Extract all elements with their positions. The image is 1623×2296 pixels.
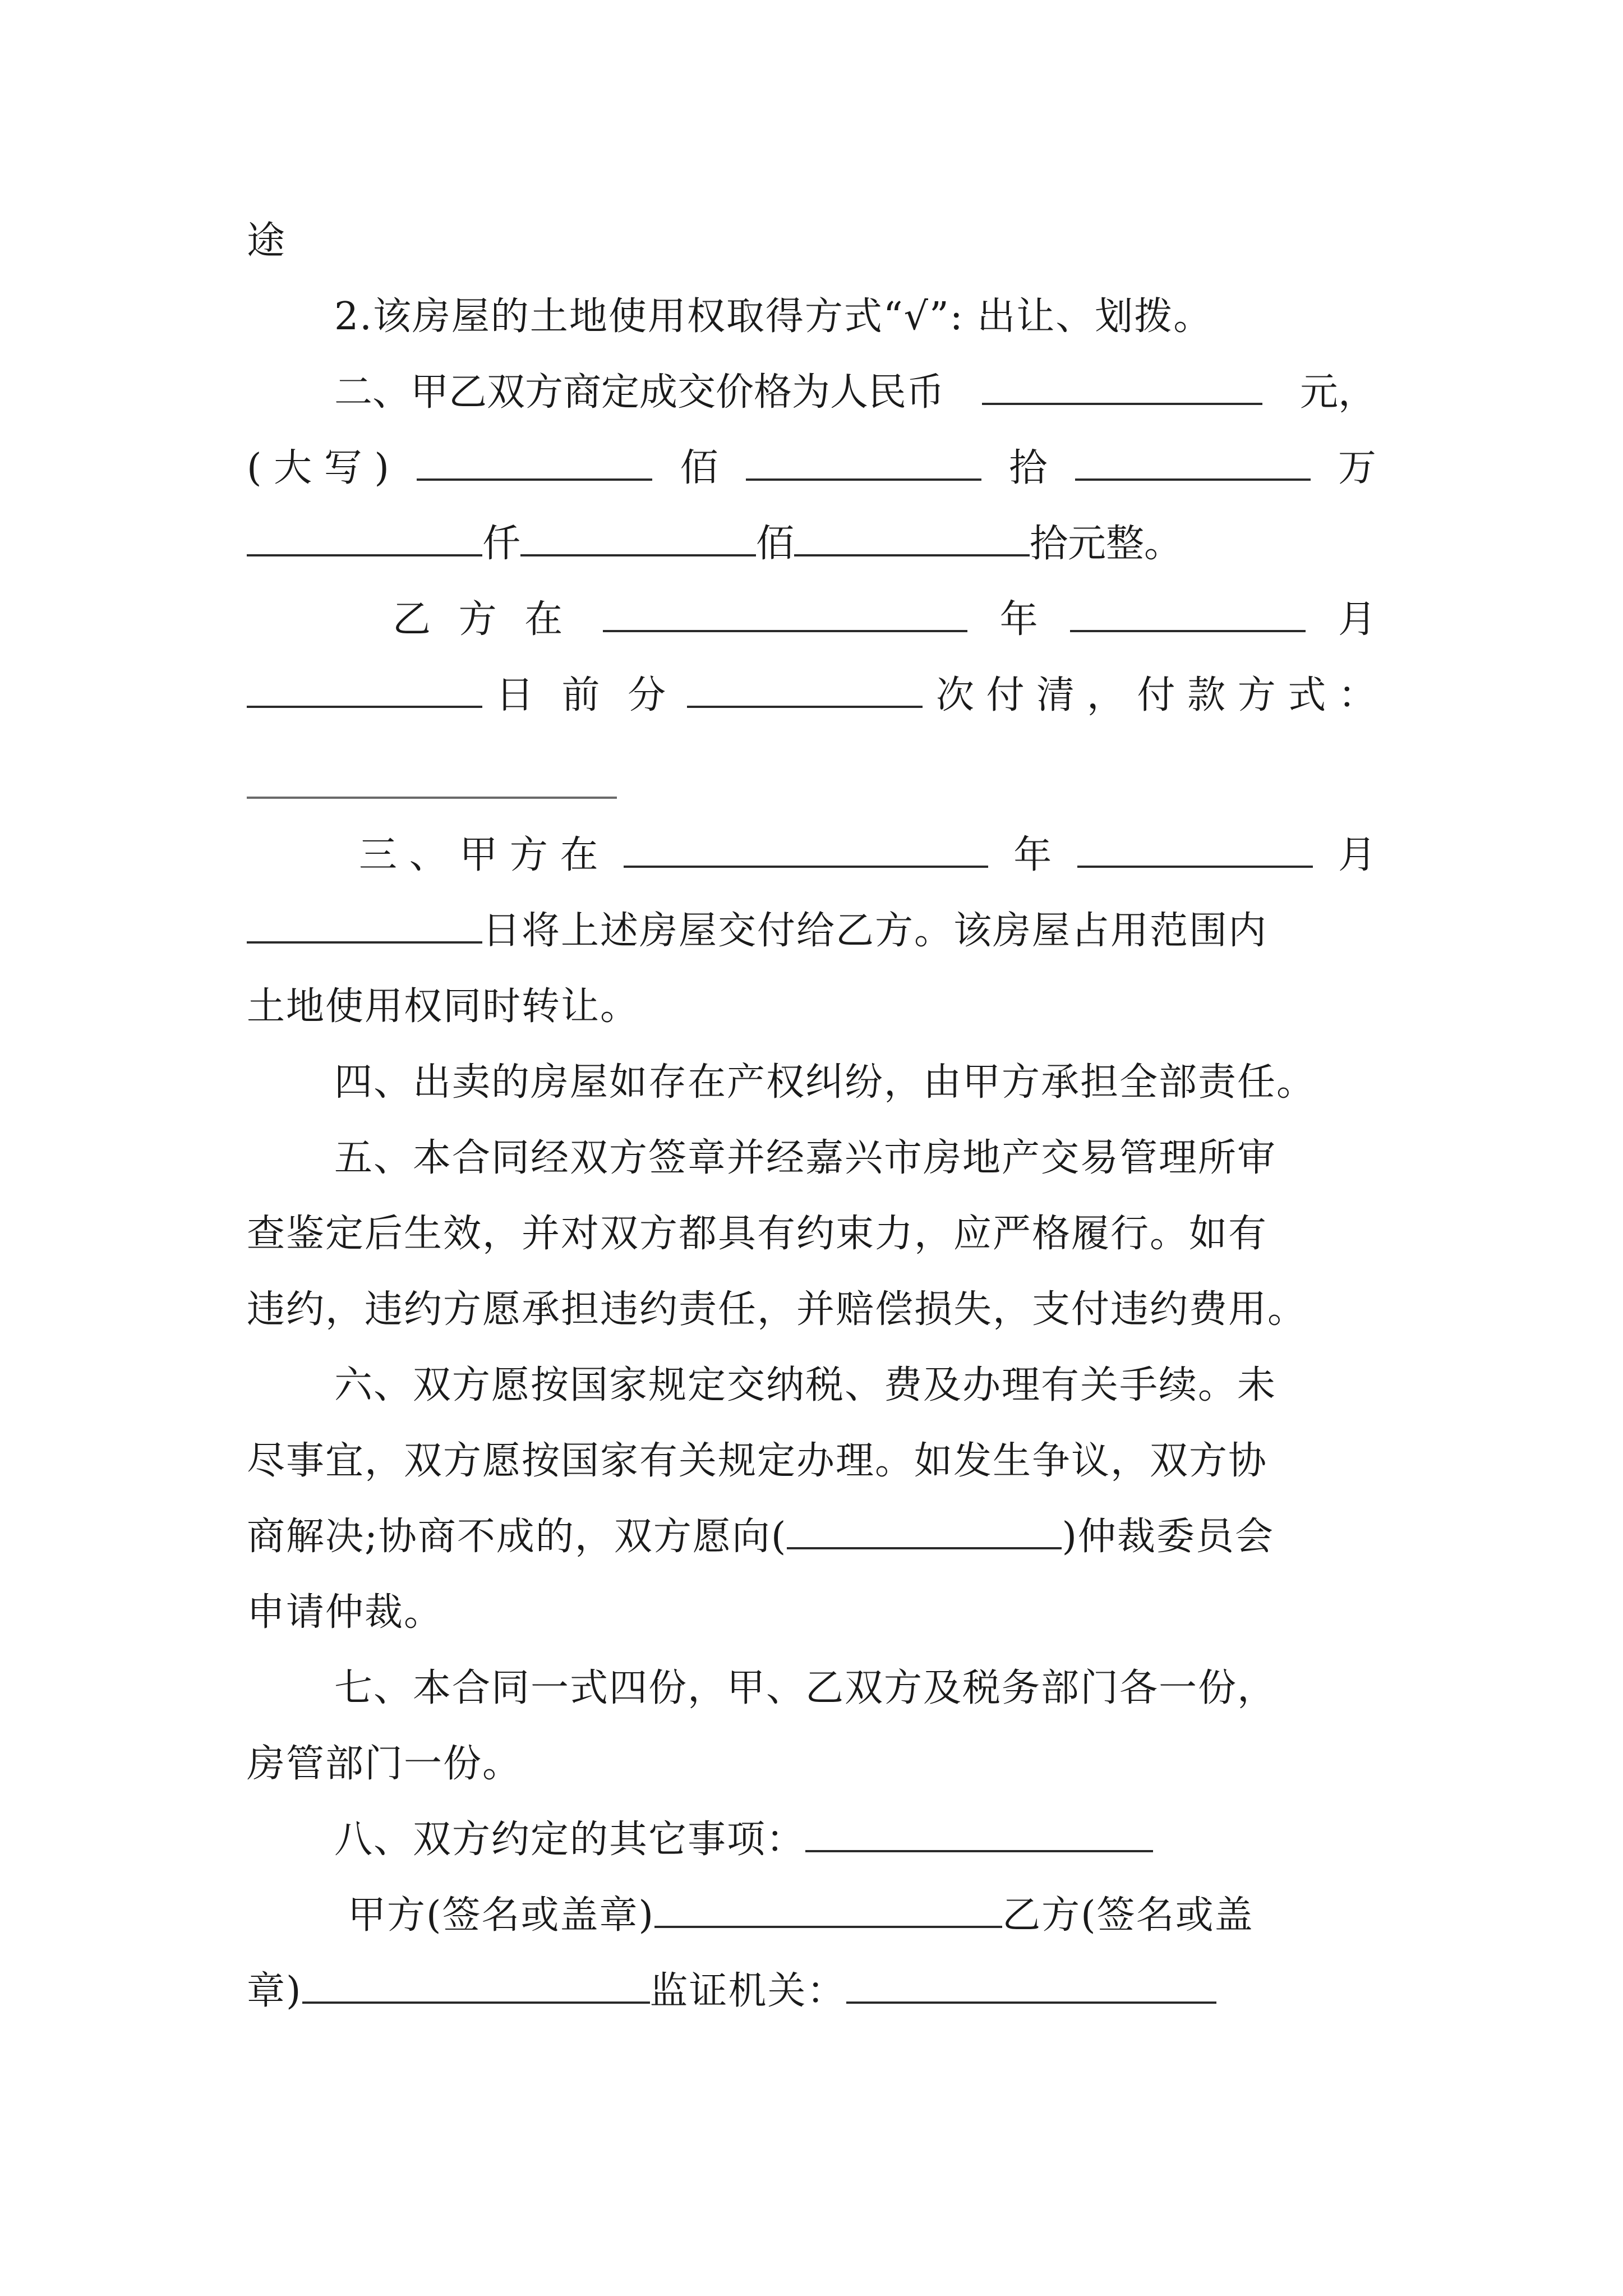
arbitration-line — [247, 1512, 1376, 1562]
payment-date-line — [393, 595, 1376, 645]
payment-month-blank[interactable] — [1070, 595, 1306, 632]
unit-year: 年 — [999, 597, 1038, 642]
copies-clause-text-2: 房管部门一份。 — [247, 1742, 522, 1786]
payment-method-line — [247, 670, 1376, 721]
hundred-blank[interactable] — [520, 519, 756, 556]
delivery-party-text: 三 、 甲 方 在 — [359, 833, 598, 877]
uppercase-label: ( 大 写 ) — [247, 446, 389, 490]
unit-year-2: 年 — [1013, 833, 1052, 877]
ten-blank[interactable] — [794, 519, 1030, 556]
other-matters-line — [334, 1815, 1376, 1865]
tax-clause-text-2: 尽事宜，双方愿按国家有关规定办理。如发生争议，双方协 — [247, 1439, 1268, 1483]
other-matters-text: 八、双方约定的其它事项： — [334, 1818, 806, 1862]
arbitration-text-2: )仲裁委员会 — [1062, 1515, 1274, 1559]
payment-method-text: 次 付 清 ， 付 款 方 式 ： — [936, 673, 1376, 717]
payment-party-text: 乙 方 在 — [393, 597, 571, 642]
copies-clause-text: 七、本合同一式四份，甲、乙双方及税务部门各一份， — [334, 1666, 1277, 1710]
price-clause-text: 二、甲乙双方商定成交价格为人民币 — [334, 370, 945, 415]
price-uppercase-line — [247, 443, 1376, 494]
unit-bai-2: 佰 — [756, 522, 795, 566]
delivery-day-blank[interactable] — [247, 907, 482, 944]
payment-method-blank[interactable] — [247, 797, 617, 799]
price-blank[interactable] — [982, 368, 1262, 405]
party-b-signature-blank[interactable] — [302, 1967, 650, 2004]
party-a-signature-label: 甲方(签名或盖章) — [348, 1893, 655, 1938]
delivery-year-blank[interactable] — [624, 831, 988, 868]
unit-shi: 拾 — [1009, 446, 1048, 490]
effect-clause-line — [334, 1133, 1376, 1184]
price-unit: 元， — [1299, 370, 1376, 415]
unit-qian: 仟 — [482, 522, 521, 566]
arbitration-text-3: 申请仲裁。 — [247, 1590, 444, 1635]
delivery-date-line — [359, 830, 1376, 881]
million-blank[interactable] — [1075, 444, 1311, 481]
party-a-signature-blank[interactable] — [654, 1891, 1002, 1928]
tax-clause-text: 六、双方愿按国家规定交纳税、费及办理有关手续。未 — [334, 1363, 1277, 1407]
effect-clause-text-2: 查鉴定后生效，并对双方都具有约束力，应严格履行。如有 — [247, 1212, 1268, 1256]
copies-clause-line — [334, 1663, 1376, 1714]
paragraph-line — [247, 216, 1376, 266]
unit-month: 月 — [1338, 597, 1376, 642]
unit-bai: 佰 — [680, 446, 718, 490]
unit-month-2: 月 — [1338, 833, 1376, 877]
effect-clause-text: 五、本合同经双方签章并经嘉兴市房地产交易管理所审 — [334, 1136, 1277, 1180]
delivery-clause-line — [247, 906, 1376, 956]
land-use-clause — [334, 292, 1376, 342]
payment-day-blank[interactable] — [247, 671, 482, 708]
land-transfer-text: 土地使用权同时转让。 — [247, 984, 640, 1029]
installment-text: 日 前 分 — [495, 673, 674, 717]
tax-clause-line — [334, 1360, 1376, 1411]
installment-count-blank[interactable] — [687, 671, 923, 708]
paragraph-line — [247, 1436, 1376, 1487]
dispute-clause-line — [334, 1057, 1376, 1108]
paragraph-line — [247, 1588, 1376, 1638]
notary-blank[interactable] — [846, 1967, 1216, 2004]
delivery-month-blank[interactable] — [1077, 831, 1313, 868]
notary-label: 监证机关： — [649, 1969, 846, 2013]
continuation-text: 途 — [247, 219, 285, 263]
paragraph-line — [247, 982, 1376, 1032]
thousand-blank[interactable] — [247, 519, 482, 556]
payment-year-blank[interactable] — [603, 595, 967, 632]
signature-line — [348, 1890, 1376, 1941]
unit-wan: 万 — [1338, 446, 1376, 490]
land-use-text: 2.该房屋的土地使用权取得方式“√”: 出让、划拨。 — [334, 295, 1213, 339]
paragraph-line — [247, 1209, 1376, 1259]
party-b-signature-label-2: 章) — [247, 1969, 302, 2013]
paragraph-line — [247, 1739, 1376, 1789]
price-clause-line — [334, 367, 1376, 418]
unit-yuan: 拾元整。 — [1030, 522, 1183, 566]
dispute-clause-text: 四、出卖的房屋如存在产权纠纷，由甲方承担全部责任。 — [334, 1060, 1316, 1105]
delivery-clause-text: 日将上述房屋交付给乙方。该房屋占用范围内 — [482, 909, 1268, 953]
paragraph-line — [247, 1285, 1376, 1335]
ten-million-blank[interactable] — [746, 444, 981, 481]
effect-clause-text-3: 违约，违约方愿承担违约责任，并赔偿损失，支付违约费用。 — [247, 1287, 1307, 1332]
arbitration-commission-blank[interactable] — [787, 1512, 1062, 1549]
hundred-million-blank[interactable] — [417, 444, 652, 481]
party-b-signature-label: 乙方(签名或盖 — [1002, 1893, 1254, 1938]
other-matters-blank[interactable] — [805, 1815, 1153, 1852]
arbitration-text: 商解决;协商不成的，双方愿向( — [247, 1515, 787, 1559]
signature-line-2 — [247, 1966, 1376, 2017]
price-uppercase-line-2 — [247, 519, 1376, 569]
